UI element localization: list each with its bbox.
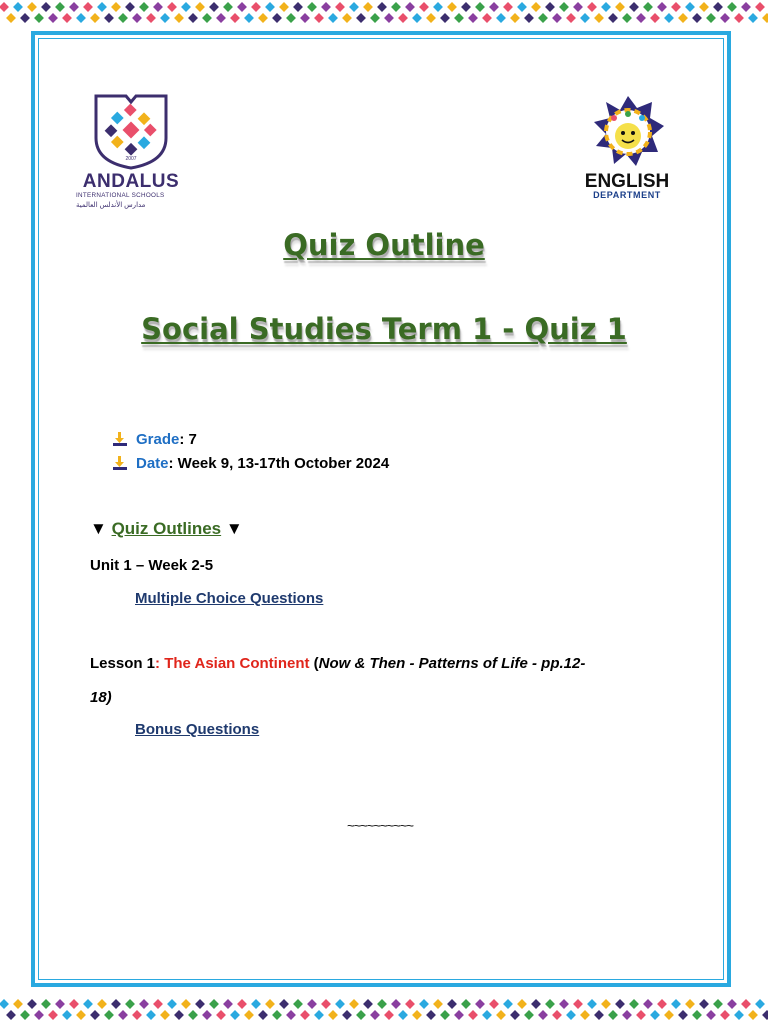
border-diamond xyxy=(62,13,72,23)
border-diamond xyxy=(454,1010,464,1020)
border-diamond xyxy=(342,1010,352,1020)
border-diamond xyxy=(125,2,135,12)
lesson-title: The Asian Continent xyxy=(164,655,310,672)
border-diamond xyxy=(636,1010,646,1020)
border-diamond xyxy=(209,2,219,12)
border-diamond xyxy=(440,13,450,23)
border-diamond xyxy=(363,999,373,1009)
border-diamond xyxy=(587,2,597,12)
border-diamond xyxy=(244,13,254,23)
border-diamond xyxy=(363,2,373,12)
border-diamond xyxy=(727,2,737,12)
border-diamond xyxy=(356,13,366,23)
border-diamond xyxy=(90,13,100,23)
border-diamond xyxy=(195,2,205,12)
border-diamond xyxy=(734,13,744,23)
border-diamond xyxy=(13,2,23,12)
border-diamond xyxy=(356,1010,366,1020)
border-diamond xyxy=(552,13,562,23)
date-item xyxy=(112,451,389,475)
border-diamond xyxy=(426,1010,436,1020)
date-value: : Week 9, 13-17th October 2024 xyxy=(168,454,390,472)
lesson-line xyxy=(90,655,585,672)
border-diamond xyxy=(755,2,765,12)
border-diamond xyxy=(489,999,499,1009)
lesson-open-paren: ( xyxy=(309,655,319,672)
border-diamond xyxy=(447,2,457,12)
bullet-arrow-icon xyxy=(112,431,128,447)
border-diamond xyxy=(517,999,527,1009)
border-diamond xyxy=(27,999,37,1009)
border-diamond xyxy=(314,13,324,23)
logo-english-text: ENGLISH xyxy=(584,171,670,192)
border-diamond xyxy=(727,999,737,1009)
border-diamond xyxy=(643,2,653,12)
border-diamond xyxy=(433,999,443,1009)
top-decorative-border xyxy=(0,0,768,26)
border-diamond xyxy=(90,1010,100,1020)
border-diamond xyxy=(251,999,261,1009)
border-diamond xyxy=(538,1010,548,1020)
decorative-border-pattern-icon xyxy=(0,997,768,1023)
border-diamond xyxy=(20,13,30,23)
info-list xyxy=(112,427,389,475)
border-diamond xyxy=(503,2,513,12)
border-diamond xyxy=(398,13,408,23)
border-diamond xyxy=(118,13,128,23)
border-diamond xyxy=(503,999,513,1009)
border-diamond xyxy=(622,13,632,23)
border-diamond xyxy=(111,999,121,1009)
border-diamond xyxy=(622,1010,632,1020)
border-diamond xyxy=(713,2,723,12)
border-diamond xyxy=(510,13,520,23)
border-diamond xyxy=(20,1010,30,1020)
english-dept-face-icon xyxy=(580,92,675,202)
border-diamond xyxy=(265,2,275,12)
border-diamond xyxy=(314,1010,324,1020)
border-diamond xyxy=(636,13,646,23)
border-diamond xyxy=(377,2,387,12)
border-diamond xyxy=(545,2,555,12)
border-diamond xyxy=(671,2,681,12)
border-diamond xyxy=(601,999,611,1009)
border-diamond xyxy=(440,1010,450,1020)
border-diamond xyxy=(342,13,352,23)
border-diamond xyxy=(482,1010,492,1020)
border-diamond xyxy=(419,2,429,12)
border-diamond xyxy=(475,2,485,12)
border-diamond xyxy=(237,999,247,1009)
border-diamond xyxy=(608,13,618,23)
border-diamond xyxy=(125,999,135,1009)
border-diamond xyxy=(531,2,541,12)
border-diamond xyxy=(62,1010,72,1020)
border-diamond xyxy=(160,13,170,23)
border-diamond xyxy=(146,1010,156,1020)
border-diamond xyxy=(692,13,702,23)
logo-subtitle: INTERNATIONAL SCHOOLS xyxy=(76,192,165,199)
border-diamond xyxy=(307,999,317,1009)
border-diamond xyxy=(685,2,695,12)
border-diamond xyxy=(580,1010,590,1020)
lesson-source: Now & Then - Patterns of Life - pp.12- xyxy=(318,655,586,672)
border-diamond xyxy=(601,2,611,12)
border-diamond xyxy=(55,999,65,1009)
border-diamond xyxy=(475,999,485,1009)
logo-department-text: DEPARTMENT xyxy=(593,190,661,200)
border-diamond xyxy=(524,1010,534,1020)
border-diamond xyxy=(643,999,653,1009)
border-diamond xyxy=(97,999,107,1009)
border-diamond xyxy=(139,999,149,1009)
border-diamond xyxy=(307,2,317,12)
border-diamond xyxy=(615,2,625,12)
border-diamond xyxy=(510,1010,520,1020)
border-diamond xyxy=(230,13,240,23)
border-diamond xyxy=(13,999,23,1009)
border-diamond xyxy=(608,1010,618,1020)
quiz-outlines-label: Quiz Outlines xyxy=(111,519,222,538)
quiz-outlines-heading xyxy=(90,519,243,539)
border-diamond xyxy=(657,2,667,12)
border-diamond xyxy=(720,13,730,23)
logo-arabic: مدارس الأندلس العالمية xyxy=(76,202,146,209)
border-diamond xyxy=(132,13,142,23)
border-diamond xyxy=(566,13,576,23)
tilde-divider: ~~~~~~~~~~ xyxy=(347,818,413,833)
border-diamond xyxy=(524,13,534,23)
border-diamond xyxy=(41,999,51,1009)
border-diamond xyxy=(552,1010,562,1020)
border-diamond xyxy=(496,1010,506,1020)
border-diamond xyxy=(762,1010,768,1020)
border-diamond xyxy=(321,2,331,12)
border-diamond xyxy=(265,999,275,1009)
border-diamond xyxy=(6,13,16,23)
border-diamond xyxy=(496,13,506,23)
border-diamond xyxy=(76,13,86,23)
border-diamond xyxy=(678,1010,688,1020)
logo-year: 2007 xyxy=(125,156,137,162)
bullet-arrow-icon xyxy=(112,455,128,471)
border-diamond xyxy=(720,1010,730,1020)
lesson-colon: : xyxy=(155,655,165,672)
border-diamond xyxy=(657,999,667,1009)
border-diamond xyxy=(174,13,184,23)
border-diamond xyxy=(209,999,219,1009)
border-diamond xyxy=(293,2,303,12)
border-diamond xyxy=(398,1010,408,1020)
border-diamond xyxy=(748,13,758,23)
border-diamond xyxy=(405,2,415,12)
border-diamond xyxy=(629,999,639,1009)
triangle-down-icon: ▼ xyxy=(90,519,112,538)
border-diamond xyxy=(153,2,163,12)
border-diamond xyxy=(405,999,415,1009)
border-diamond xyxy=(741,999,751,1009)
grade-item xyxy=(112,427,389,451)
lesson-label: Lesson 1 xyxy=(90,655,156,672)
border-diamond xyxy=(664,13,674,23)
border-diamond xyxy=(384,13,394,23)
border-diamond xyxy=(195,999,205,1009)
border-diamond xyxy=(41,2,51,12)
date-label: Date xyxy=(136,454,169,472)
border-diamond xyxy=(83,2,93,12)
border-diamond xyxy=(468,1010,478,1020)
border-diamond xyxy=(118,1010,128,1020)
border-diamond xyxy=(258,1010,268,1020)
border-diamond xyxy=(139,2,149,12)
border-diamond xyxy=(279,999,289,1009)
border-diamond xyxy=(559,999,569,1009)
decorative-border-pattern-icon xyxy=(0,0,768,26)
border-diamond xyxy=(692,1010,702,1020)
border-diamond xyxy=(713,999,723,1009)
border-diamond xyxy=(412,13,422,23)
border-diamond xyxy=(104,1010,114,1020)
border-diamond xyxy=(545,999,555,1009)
border-diamond xyxy=(69,2,79,12)
border-diamond xyxy=(349,2,359,12)
border-diamond xyxy=(223,2,233,12)
border-diamond xyxy=(76,1010,86,1020)
border-diamond xyxy=(573,999,583,1009)
border-diamond xyxy=(650,1010,660,1020)
border-diamond xyxy=(594,13,604,23)
border-diamond xyxy=(377,999,387,1009)
border-diamond xyxy=(433,2,443,12)
border-diamond xyxy=(678,13,688,23)
border-diamond xyxy=(755,999,765,1009)
border-diamond xyxy=(146,13,156,23)
border-diamond xyxy=(83,999,93,1009)
border-diamond xyxy=(202,13,212,23)
grade-label: Grade xyxy=(136,430,180,448)
border-diamond xyxy=(34,13,44,23)
border-diamond xyxy=(706,1010,716,1020)
border-diamond xyxy=(34,1010,44,1020)
border-diamond xyxy=(0,2,9,12)
border-diamond xyxy=(580,13,590,23)
border-diamond xyxy=(48,13,58,23)
border-diamond xyxy=(272,1010,282,1020)
border-diamond xyxy=(748,1010,758,1020)
quiz-outline-title: Quiz Outline xyxy=(283,228,485,262)
border-diamond xyxy=(699,999,709,1009)
border-diamond xyxy=(181,2,191,12)
border-diamond xyxy=(0,999,9,1009)
border-diamond xyxy=(6,1010,16,1020)
border-diamond xyxy=(454,13,464,23)
grade-value: : 7 xyxy=(179,430,197,448)
border-diamond xyxy=(335,999,345,1009)
border-diamond xyxy=(188,13,198,23)
border-diamond xyxy=(223,999,233,1009)
bonus-heading xyxy=(135,721,259,738)
border-diamond xyxy=(300,13,310,23)
border-diamond xyxy=(181,999,191,1009)
border-diamond xyxy=(244,1010,254,1020)
border-diamond xyxy=(216,13,226,23)
border-diamond xyxy=(230,1010,240,1020)
border-diamond xyxy=(762,13,768,23)
border-diamond xyxy=(384,1010,394,1020)
border-diamond xyxy=(132,1010,142,1020)
border-diamond xyxy=(111,2,121,12)
border-diamond xyxy=(167,2,177,12)
triangle-down-icon: ▼ xyxy=(221,519,243,538)
border-diamond xyxy=(538,13,548,23)
border-diamond xyxy=(664,1010,674,1020)
border-diamond xyxy=(489,2,499,12)
border-diamond xyxy=(594,1010,604,1020)
mcq-heading xyxy=(135,590,323,607)
border-diamond xyxy=(650,13,660,23)
border-diamond xyxy=(286,13,296,23)
border-diamond xyxy=(300,1010,310,1020)
border-diamond xyxy=(174,1010,184,1020)
border-diamond xyxy=(741,2,751,12)
unit-line: Unit 1 – Week 2-5 xyxy=(90,557,214,574)
border-diamond xyxy=(160,1010,170,1020)
border-diamond xyxy=(335,2,345,12)
border-diamond xyxy=(391,2,401,12)
border-diamond xyxy=(517,2,527,12)
border-diamond xyxy=(328,1010,338,1020)
border-diamond xyxy=(706,13,716,23)
lesson-source-continued: 18) xyxy=(90,689,112,706)
border-diamond xyxy=(104,13,114,23)
border-diamond xyxy=(447,999,457,1009)
andalus-crest-icon xyxy=(72,92,190,212)
mcq-label: Multiple Choice Questions xyxy=(135,590,324,607)
border-diamond xyxy=(587,999,597,1009)
border-diamond xyxy=(468,13,478,23)
border-diamond xyxy=(272,13,282,23)
bottom-decorative-border xyxy=(0,997,768,1023)
border-diamond xyxy=(412,1010,422,1020)
border-diamond xyxy=(699,2,709,12)
border-diamond xyxy=(188,1010,198,1020)
border-diamond xyxy=(293,999,303,1009)
andalus-logo xyxy=(72,92,190,212)
course-title: Social Studies Term 1 - Quiz 1 xyxy=(141,312,627,346)
border-diamond xyxy=(69,999,79,1009)
border-diamond xyxy=(419,999,429,1009)
border-diamond xyxy=(97,2,107,12)
border-diamond xyxy=(426,13,436,23)
border-diamond xyxy=(615,999,625,1009)
border-diamond xyxy=(671,999,681,1009)
border-diamond xyxy=(461,2,471,12)
border-diamond xyxy=(482,13,492,23)
border-diamond xyxy=(349,999,359,1009)
border-diamond xyxy=(370,1010,380,1020)
border-diamond xyxy=(566,1010,576,1020)
border-diamond xyxy=(573,2,583,12)
bonus-label: Bonus Questions xyxy=(135,721,260,738)
english-department-logo xyxy=(580,92,675,202)
border-diamond xyxy=(370,13,380,23)
border-diamond xyxy=(531,999,541,1009)
border-diamond xyxy=(27,2,37,12)
border-diamond xyxy=(286,1010,296,1020)
border-diamond xyxy=(258,13,268,23)
border-diamond xyxy=(279,2,289,12)
border-diamond xyxy=(629,2,639,12)
border-diamond xyxy=(734,1010,744,1020)
border-diamond xyxy=(153,999,163,1009)
border-diamond xyxy=(167,999,177,1009)
border-diamond xyxy=(391,999,401,1009)
border-diamond xyxy=(321,999,331,1009)
logo-name: ANDALUS xyxy=(82,171,180,192)
border-diamond xyxy=(237,2,247,12)
border-diamond xyxy=(461,999,471,1009)
border-diamond xyxy=(48,1010,58,1020)
border-diamond xyxy=(216,1010,226,1020)
border-diamond xyxy=(685,999,695,1009)
border-diamond xyxy=(202,1010,212,1020)
border-diamond xyxy=(559,2,569,12)
border-diamond xyxy=(328,13,338,23)
border-diamond xyxy=(251,2,261,12)
border-diamond xyxy=(55,2,65,12)
